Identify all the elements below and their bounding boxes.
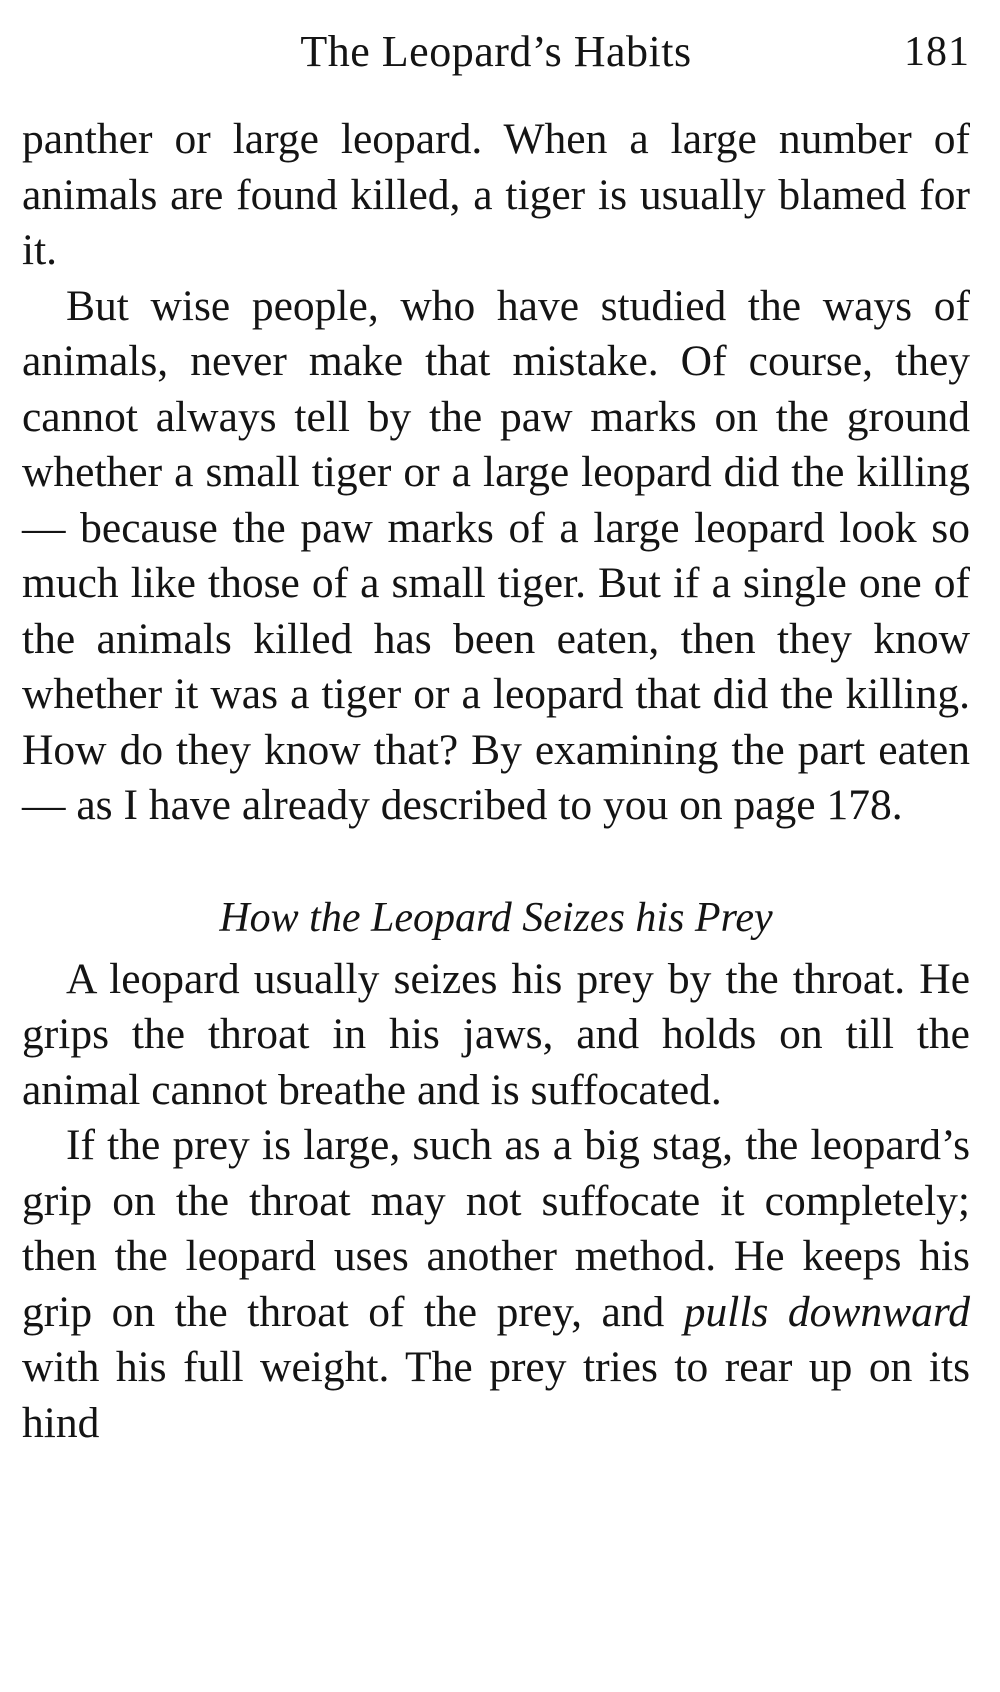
book-page (22, 0, 970, 1692)
section-heading: How the Leopard Seizes his Prey (219, 894, 773, 941)
page-body (22, 112, 970, 1451)
paragraph-large-prey (22, 1118, 970, 1451)
paragraph-seizes-throat: A leopard usually seizes his prey by the throat. He grips the throat in his jaws, and holds on till the animal cannot breathe and is suffocated. (22, 954, 970, 1114)
page-number: 181 (904, 29, 970, 75)
paragraph-wise-people: But wise people, who have studied the ways of animals, never make that mistake. Of course, they cannot always tell by the paw marks on the ground whether a small tiger or a large leopard did the killing — because the paw marks of a large leopard look so much like those of a small tiger. But if a single one of the animals killed has been eaten, then they know whether it was a tiger or a leopard that did the killing. How do they know that? By examining the part eaten — as I have already described to you on page 178. (22, 281, 970, 829)
paragraph-continued: panther or large leopard. When a large number of animals are found killed, a tiger is usually blamed for it. (22, 115, 970, 274)
emphasis-pulls-downward: pulls downward (683, 1287, 970, 1336)
running-title: The Leopard’s Habits (300, 27, 692, 76)
paragraph-large-prey-start: If the prey is large, such as a big stag, the leopard’s grip on the throat may not suffocate it completely; then the leopard uses another method. He keeps his grip on the throat of the prey, and (22, 1121, 970, 1336)
page-header (22, 22, 970, 82)
paragraph-large-prey-end: with his full weight. The prey tries to rear up on its hind (22, 1343, 970, 1447)
